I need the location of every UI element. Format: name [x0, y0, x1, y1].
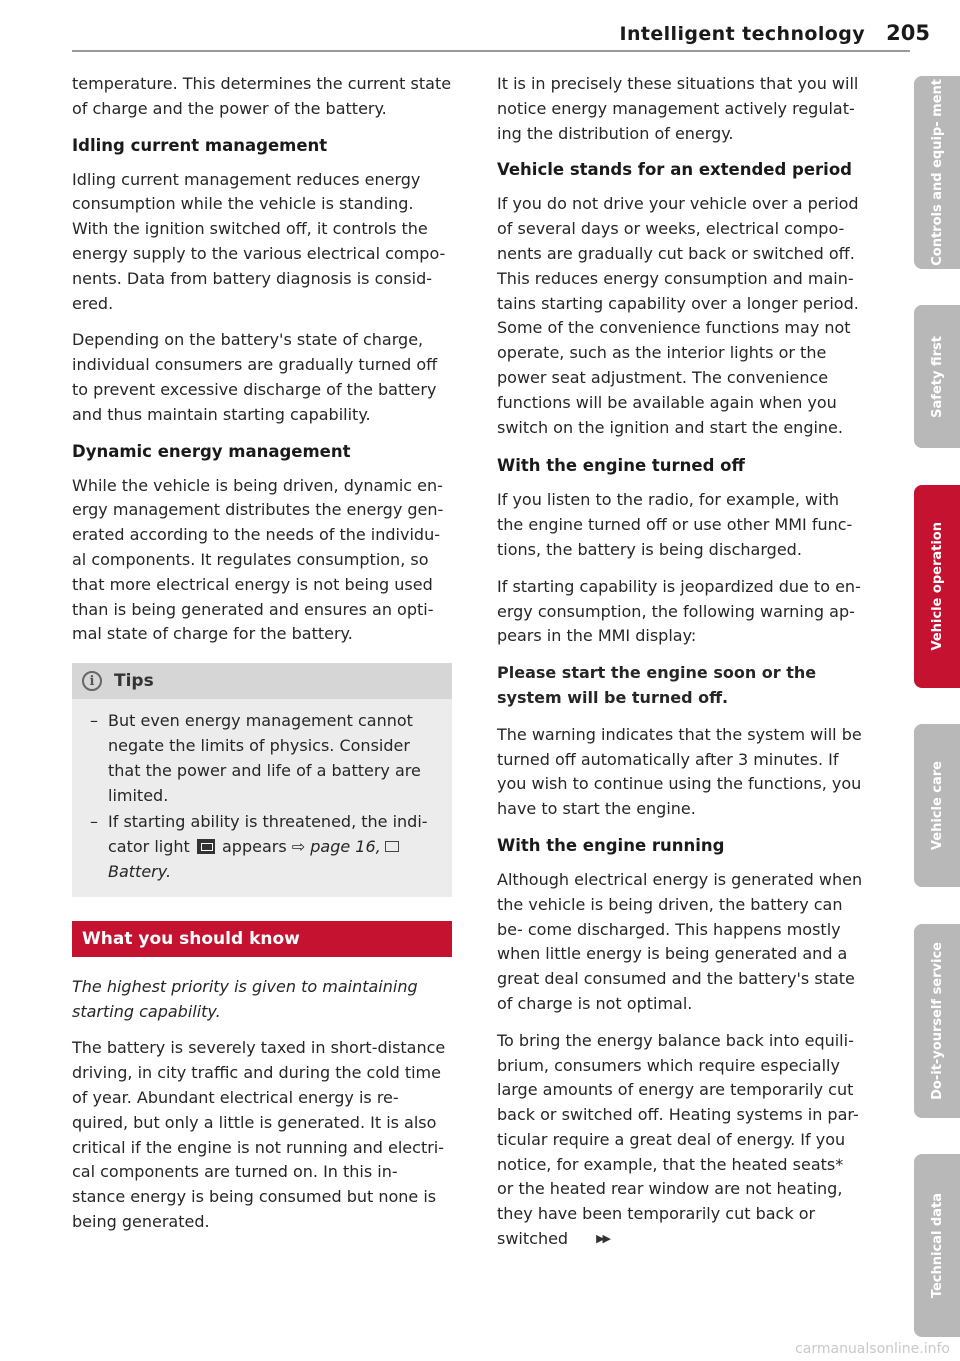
engine-off-paragraph-2: If starting capability is jeopardized due to en- ergy consumption, the following warning ap- pears in the MMI display: — [497, 576, 861, 646]
page-number: 205 — [886, 21, 930, 45]
section-intro: The highest priority is given to maintaining starting capability. — [72, 976, 418, 1021]
idling-paragraph-1: Idling current management reduces energy consumption while the vehicle is standing. With the ignition switched off, it controls the energy supply to the various electrical compo- nents. Data from battery diagnosis is consid- ered. — [72, 169, 446, 313]
battery-indicator-icon — [197, 839, 215, 854]
watermark: carmanualsonline.info — [795, 1341, 950, 1357]
tab-controls-and-equipment[interactable]: Controls and equip- ment — [914, 76, 960, 269]
tab-vehicle-operation[interactable]: Vehicle operation — [914, 485, 960, 688]
mmi-warning-text: Please start the engine soon or the system will be turned off. — [497, 663, 817, 707]
tab-vehicle-care[interactable]: Vehicle care — [914, 724, 960, 887]
stands-paragraph: If you do not drive your vehicle over a period of several days or weeks, electrical compo- nents are gradually cut back or switched off. This reduces energy consumption and main- tains starting capability over a longer period. Some of the convenience functions may not operate, such as the interior lights or the power seat adjustment. The convenience functions will be available again when you switch on the ignition and start the engine. — [497, 194, 859, 437]
tab-technical-data[interactable]: Technical data — [914, 1154, 960, 1337]
left-column — [72, 72, 452, 1247]
tips-list — [72, 699, 452, 885]
engine-off-heading: With the engine turned off — [497, 456, 745, 476]
engine-running-paragraph-1: Although electrical energy is generated when the vehicle is being driven, the battery can be- come discharged. This happens mostly when little energy is being generated and a great deal consumed and the battery's state of charge is not optimal. — [497, 869, 863, 1013]
tips-box — [72, 663, 452, 897]
idling-paragraph-2: Depending on the battery's state of charge, individual consumers are gradually turned off to prevent excessive discharge of the battery and thus maintain starting capability. — [72, 330, 438, 424]
tips-title: Tips — [114, 671, 154, 692]
page-title: Intelligent technology — [619, 23, 865, 45]
tips-header — [72, 663, 452, 699]
idling-heading: Idling current management — [72, 135, 328, 155]
intro-paragraph: temperature. This determines the current state of charge and the power of the battery. — [72, 74, 452, 118]
section-paragraph: The battery is severely taxed in short-distance driving, in city traffic and during the cold time of year. Abundant electrical energy is re- quired, but only a little is generated. It is also critical if the engine is not running and electri- cal components are turned on. In this in- stance energy is being consumed but none is being generated. — [72, 1038, 446, 1231]
tab-do-it-yourself-service[interactable]: Do-it-yourself service — [914, 924, 960, 1118]
tab-safety-first[interactable]: Safety first — [914, 305, 960, 448]
section-heading-bar — [72, 921, 452, 957]
section-title: What you should know — [82, 928, 300, 949]
dynamic-paragraph: While the vehicle is being driven, dynamic en- ergy management distributes the energy gen- erated according to the needs of the individu- al components. It regulates consumption, so that more electrical energy is not being used than is being generated and ensures an opti- mal state of charge for the battery. — [72, 475, 444, 644]
info-icon: i — [82, 671, 102, 691]
engine-off-paragraph-1: If you listen to the radio, for example, with the engine turned off or use other MMI func- tions, the battery is being discharged. — [497, 490, 853, 559]
tips-item-2: – If starting ability is threatened, the indi- cator light appears ⇨ page 16, Battery. — [90, 810, 438, 884]
right-column — [497, 72, 863, 1264]
engine-running-paragraph-2: To bring the energy balance back into equili- brium, consumers which require especially large amounts of energy are temporarily cut back or switched off. Heating systems in par- ticular require a great deal of energy. If you notice, for example, that the heated seats* or the heated rear window are not heating, they have been temporarily cut back or switched ▶▶ — [497, 1029, 863, 1252]
right-paragraph-1: It is in precisely these situations that you will notice energy management actively regulat- ing the distribution of energy. — [497, 74, 859, 143]
header-rule — [72, 50, 910, 52]
engine-off-paragraph-3: The warning indicates that the system will be turned off automatically after 3 minutes. If you wish to continue using the functions, you have to start the engine. — [497, 724, 862, 819]
stands-heading: Vehicle stands for an extended period — [497, 160, 852, 180]
continue-arrow-icon: ▶▶ — [596, 1232, 609, 1246]
engine-running-heading: With the engine running — [497, 835, 725, 855]
dynamic-heading: Dynamic energy management — [72, 441, 351, 461]
page-reference-link[interactable]: ⇨ page 16, Battery. — [108, 837, 399, 881]
battery-icon — [385, 841, 399, 852]
tips-item-1: – But even energy management cannot negate the limits of physics. Consider that the power and life of a battery are limited. — [90, 709, 438, 808]
